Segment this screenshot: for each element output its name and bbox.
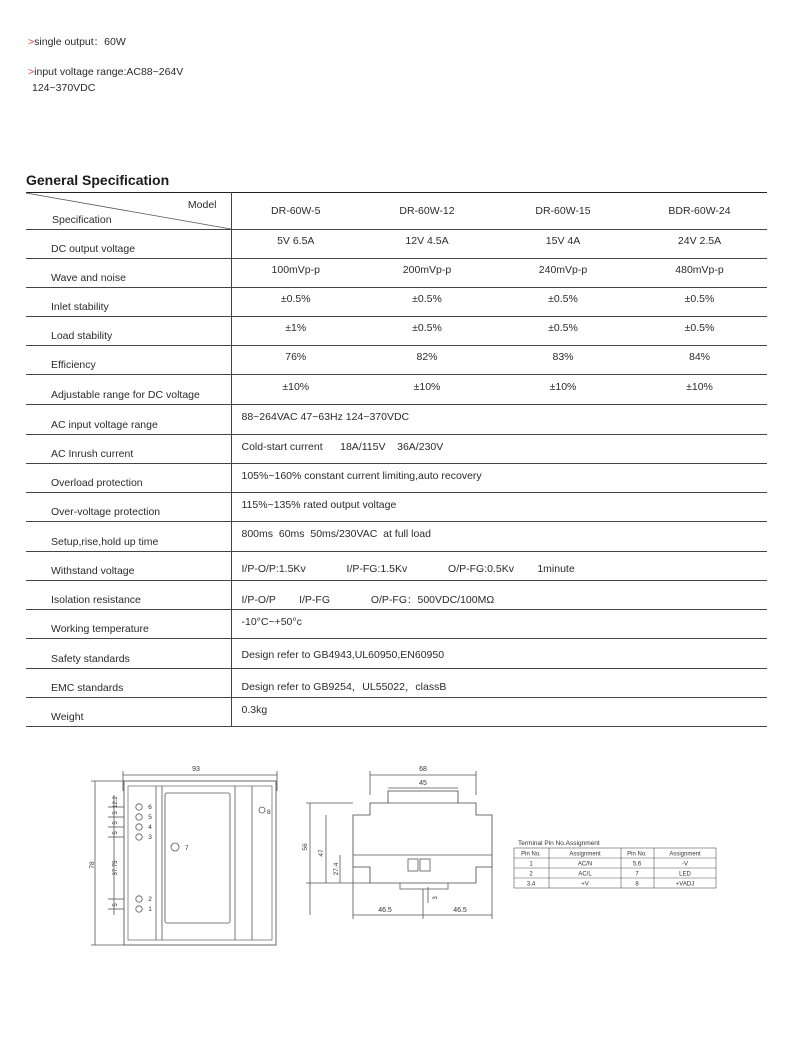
- table-row: [26, 698, 767, 727]
- terminal-label: 3: [148, 834, 152, 841]
- table-row: [26, 669, 767, 698]
- table-row: [26, 259, 767, 288]
- row-value: 82%: [360, 346, 494, 375]
- side-dim: 5: [113, 831, 119, 835]
- table-row: [26, 522, 767, 552]
- row-value: 480mVp-p: [632, 259, 767, 288]
- row-value: ±1%: [231, 317, 360, 346]
- model-header-row: [26, 193, 767, 230]
- row-value: I/P-O/P I/P-FG O/P-FG：500VDC/100MΩ: [231, 581, 767, 610]
- intro-output-text: single output：60W: [34, 36, 126, 48]
- terminal-label: 4: [148, 824, 152, 831]
- pin-table-header: Assignment: [569, 851, 601, 858]
- row-label: AC Inrush current: [26, 435, 231, 464]
- row-value: ±10%: [231, 375, 360, 405]
- led-icon: [259, 807, 265, 813]
- pin-cell: AC/N: [577, 861, 593, 868]
- front-view: [89, 766, 277, 945]
- row-value: 88~264VAC 47~63Hz 124~370VDC: [231, 405, 767, 435]
- spec-table: [26, 192, 767, 727]
- bullet-marker-icon: >: [28, 66, 35, 78]
- row-value: 24V 2.5A: [632, 230, 767, 259]
- row-value: ±0.5%: [632, 288, 767, 317]
- pin-cell: AC/L: [578, 871, 592, 878]
- pin-cell: 5,6: [632, 861, 642, 868]
- side-bottom-dim: 46.5: [453, 907, 467, 914]
- pin-cell: +V: [581, 881, 589, 888]
- side-dim: 37.75: [113, 860, 119, 876]
- row-label: Over-voltage protection: [26, 493, 231, 522]
- side-top-dim: 68: [419, 766, 427, 773]
- row-label: Safety standards: [26, 639, 231, 669]
- table-row: [26, 435, 767, 464]
- side-left-dim: 56: [302, 843, 309, 851]
- pin-cell: 3,4: [526, 881, 536, 888]
- pin-cell: LED: [679, 871, 691, 878]
- side-left-dim: 27.4: [333, 862, 340, 876]
- row-value: ±0.5%: [632, 317, 767, 346]
- table-row: [26, 552, 767, 581]
- row-label: Weight: [26, 698, 231, 727]
- row-label: EMC standards: [26, 669, 231, 698]
- model-name: DR-60W-15: [494, 193, 632, 230]
- pin-cell: 1: [529, 861, 533, 868]
- table-row: [26, 317, 767, 346]
- side-dim: 5: [113, 903, 119, 907]
- side-inner-dim: 45: [419, 780, 427, 787]
- row-value: ±0.5%: [494, 288, 632, 317]
- terminal-label: 1: [148, 906, 152, 913]
- row-value: 115%~135% rated output voltage: [231, 493, 767, 522]
- table-row: [26, 610, 767, 639]
- row-value: 5V 6.5A: [231, 230, 360, 259]
- pin-table-title: Terminal Pin No.Assignment: [518, 840, 600, 847]
- row-value: ±10%: [360, 375, 494, 405]
- row-label: Load stability: [26, 317, 231, 346]
- row-label: DC output voltage: [26, 230, 231, 259]
- row-value: ±0.5%: [360, 288, 494, 317]
- row-value: Cold-start current 18A/115V 36A/230V: [231, 435, 767, 464]
- table-row: [26, 346, 767, 375]
- row-value: 105%~160% constant current limiting,auto recovery: [231, 464, 767, 493]
- led-label: 8: [267, 809, 271, 816]
- table-row: [26, 581, 767, 610]
- model-name: DR-60W-5: [231, 193, 360, 230]
- table-row: [26, 639, 767, 669]
- row-value: 15V 4A: [494, 230, 632, 259]
- bullet-marker-icon: >: [28, 36, 35, 48]
- row-label: Wave and noise: [26, 259, 231, 288]
- row-value: -10°C~+50°c: [231, 610, 767, 639]
- side-dim: 5: [113, 811, 119, 815]
- row-label: Isolation resistance: [26, 581, 231, 610]
- side-dim: 12.2: [113, 796, 119, 808]
- pin-cell: 8: [635, 881, 639, 888]
- section-title: General Specification: [26, 172, 170, 188]
- row-value: 100mVp-p: [231, 259, 360, 288]
- side-bottom-dim: 46.5: [378, 907, 392, 914]
- row-value: 0.3kg: [231, 698, 767, 727]
- side-dim: 5: [113, 821, 119, 825]
- side-view: [302, 766, 492, 919]
- table-row: [26, 230, 767, 259]
- terminal-label: 5: [148, 814, 152, 821]
- row-value: ±0.5%: [231, 288, 360, 317]
- row-value: ±0.5%: [360, 317, 494, 346]
- intro-output: [28, 34, 126, 49]
- row-label: Working temperature: [26, 610, 231, 639]
- row-value: 200mVp-p: [360, 259, 494, 288]
- table-row: [26, 464, 767, 493]
- rail-dim: 3: [433, 896, 439, 900]
- row-value: I/P-O/P:1.5Kv I/P-FG:1.5Kv O/P-FG:0.5Kv 1minute: [231, 552, 767, 581]
- dimension-drawing: [0, 755, 800, 955]
- pin-cell: -V: [682, 861, 688, 868]
- row-label: Inlet stability: [26, 288, 231, 317]
- model-spec-corner: [26, 193, 231, 230]
- row-value: 84%: [632, 346, 767, 375]
- row-label: Withstand voltage: [26, 552, 231, 581]
- row-label: Setup,rise,hold up time: [26, 522, 231, 552]
- pin-cell: 7: [635, 871, 639, 878]
- pin-assignment-table: [514, 840, 716, 888]
- terminal-label: 2: [148, 896, 152, 903]
- table-row: [26, 375, 767, 405]
- model-label: Model: [187, 199, 217, 211]
- row-value: 12V 4.5A: [360, 230, 494, 259]
- pot-label: 7: [185, 845, 189, 852]
- intro-input: [28, 66, 183, 78]
- model-name: DR-60W-12: [360, 193, 494, 230]
- row-value: 76%: [231, 346, 360, 375]
- table-row: [26, 405, 767, 435]
- row-value: Design refer to GB4943,UL60950,EN60950: [231, 639, 767, 669]
- terminal-label: 6: [148, 804, 152, 811]
- row-value: ±10%: [494, 375, 632, 405]
- pin-cell: +VADJ: [675, 881, 695, 888]
- row-value: 83%: [494, 346, 632, 375]
- row-label: Overload protection: [26, 464, 231, 493]
- row-value: Design refer to GB9254，UL55022，classB: [231, 669, 767, 698]
- pin-table-header: Pin No.: [627, 851, 647, 858]
- front-height-dim: 78: [89, 861, 96, 869]
- model-name: BDR-60W-24: [632, 193, 767, 230]
- pin-table-header: Assignment: [669, 851, 701, 858]
- row-label: AC input voltage range: [26, 405, 231, 435]
- table-row: [26, 288, 767, 317]
- potentiometer-icon: [171, 843, 179, 851]
- row-value: ±10%: [632, 375, 767, 405]
- row-value: 240mVp-p: [494, 259, 632, 288]
- row-value: 800ms 60ms 50ms/230VAC at full load: [231, 522, 767, 552]
- front-width-dim: 93: [192, 766, 200, 773]
- intro-dc-range: 124~370VDC: [32, 82, 96, 94]
- spec-label: Specification: [52, 214, 112, 226]
- row-value: ±0.5%: [494, 317, 632, 346]
- row-label: Efficiency: [26, 346, 231, 375]
- pin-cell: 2: [529, 871, 533, 878]
- pin-table-header: Pin No.: [521, 851, 541, 858]
- intro-input-text: input voltage range:AC88~264V: [34, 66, 184, 78]
- table-row: [26, 493, 767, 522]
- row-label: Adjustable range for DC voltage: [26, 375, 231, 405]
- side-left-dim: 47: [318, 849, 325, 857]
